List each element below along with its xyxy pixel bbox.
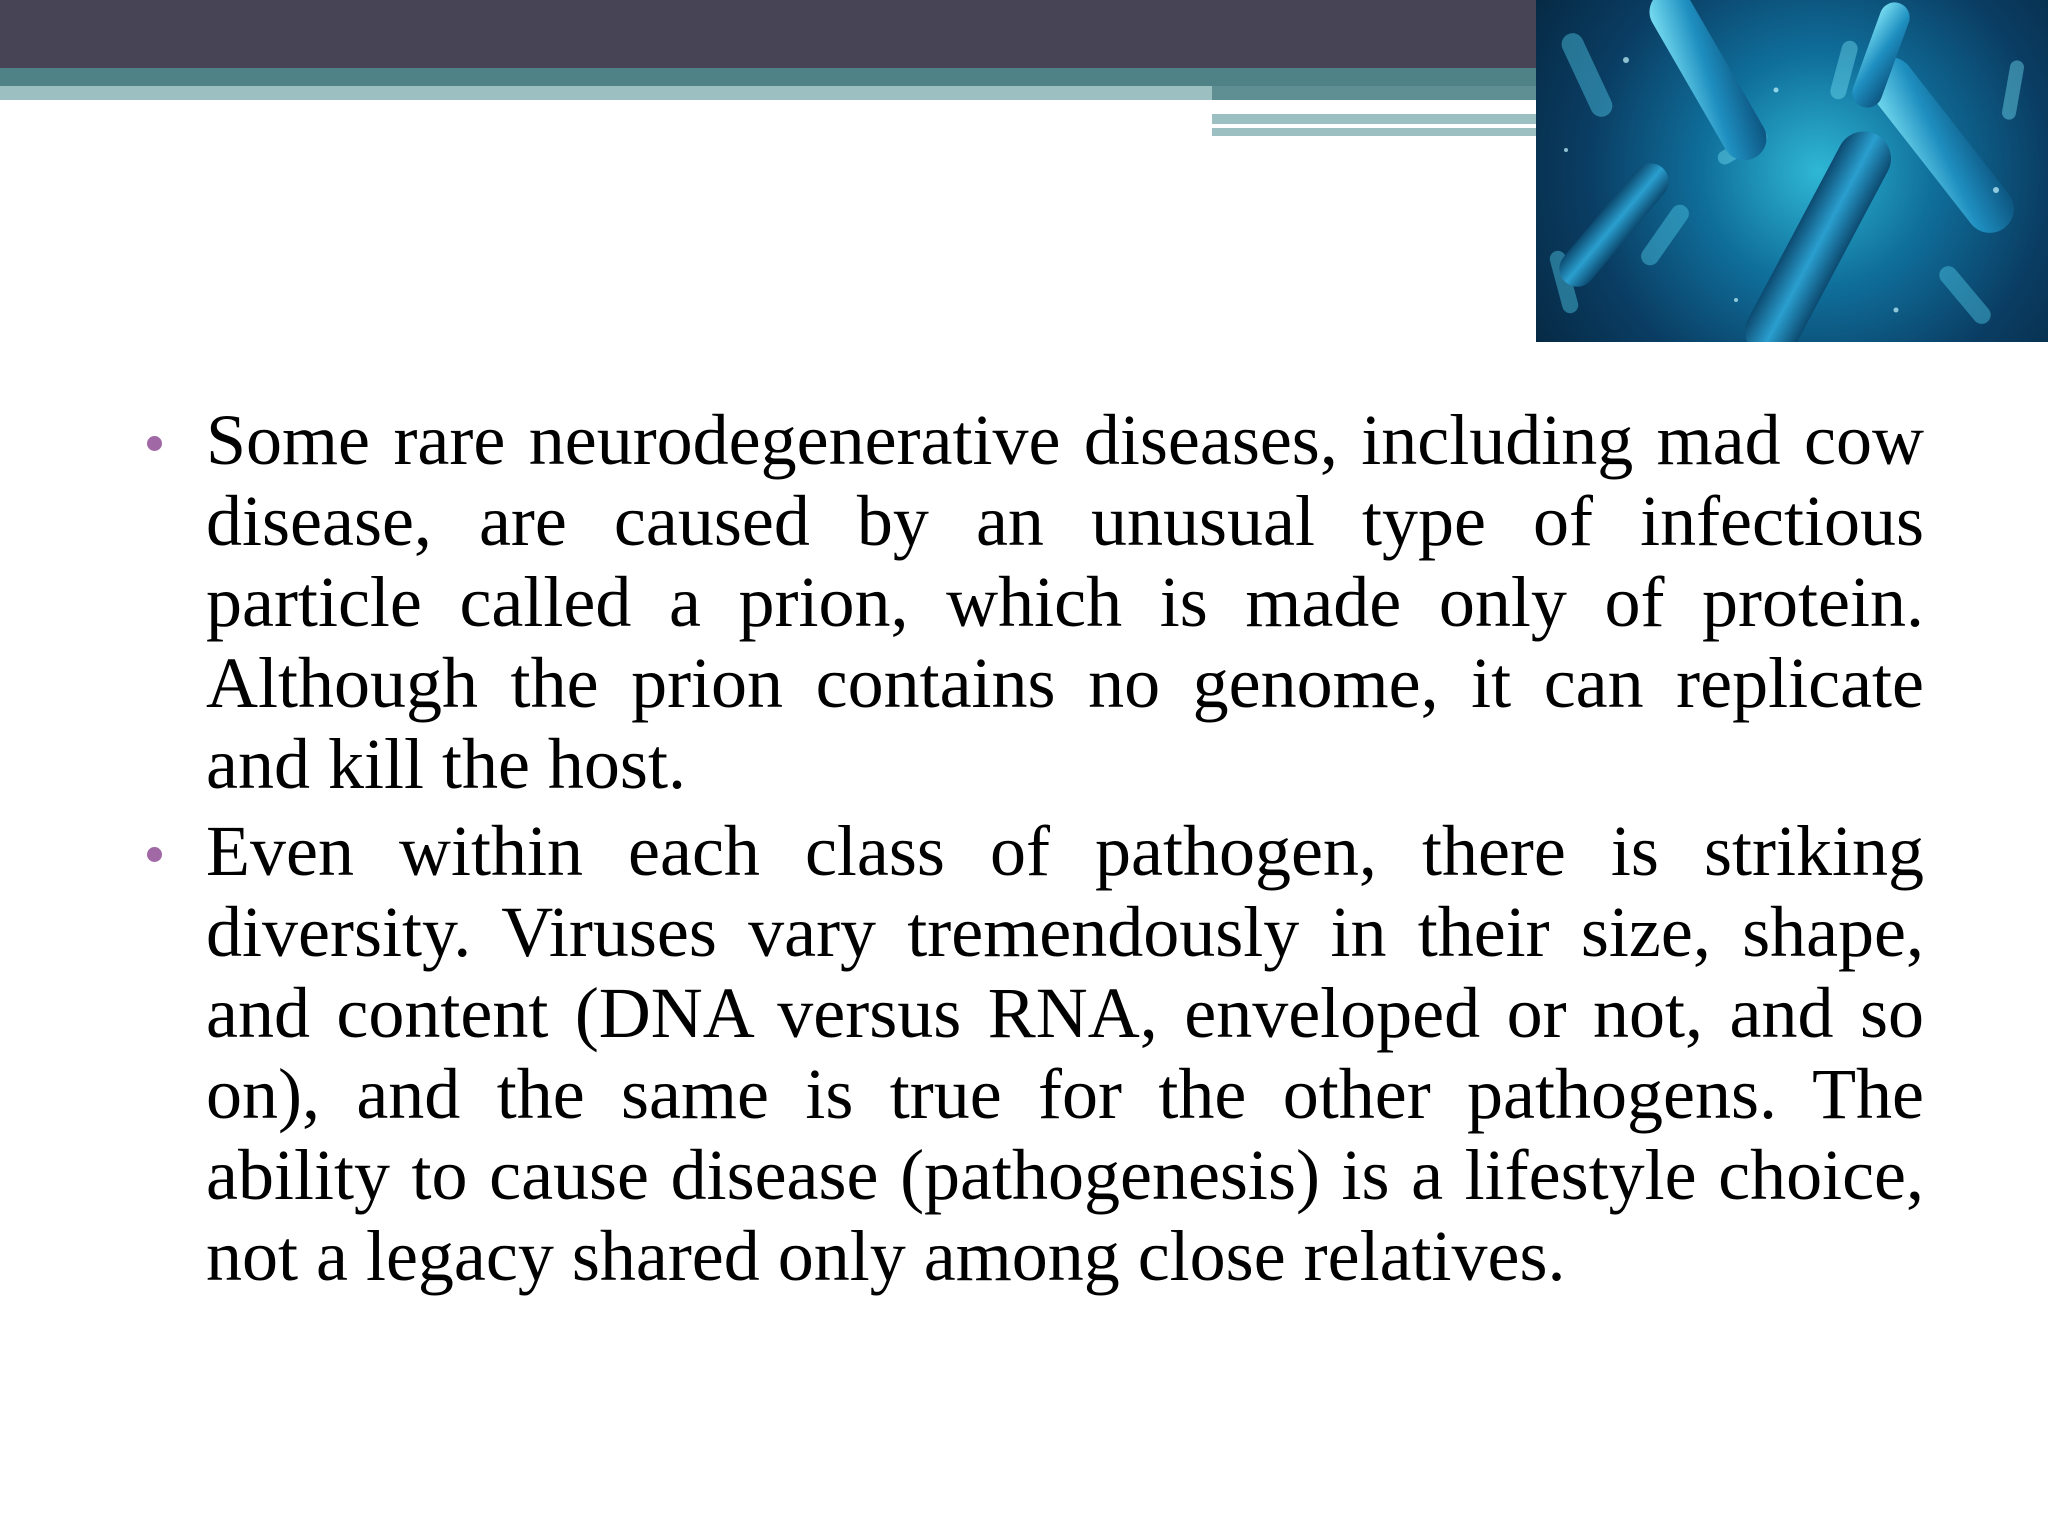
bullet-text: Some rare neurodegenerative diseases, including mad cow disease, are caused by an unusual type of infectious particle called a prion, which is made only of protein. Although the prion contains no genome, it can replicate and kill the host.: [206, 400, 1924, 804]
bullet-text: Even within each class of pathogen, there is striking diversity. Viruses vary tremendously in their size, shape, and content (DNA versus RNA, enveloped or not, and so on), and the same is true for the other pathogens. The ability to cause disease (pathogenesis) is a lifestyle choice, not a legacy shared only among close relatives.: [206, 811, 1924, 1296]
bullet-list: [142, 400, 1924, 1297]
bullet-item: [142, 400, 1924, 805]
bullet-icon: [147, 436, 162, 451]
header-lower-line: [1212, 124, 1536, 128]
header-light-bar: [0, 86, 1212, 100]
header-teal-bar: [0, 68, 1536, 86]
content-area: [142, 400, 1924, 1303]
header-accent-bar: [1212, 86, 1536, 100]
bullet-item: [142, 811, 1924, 1297]
header-dark-bar: [0, 0, 1536, 68]
bullet-icon: [147, 847, 162, 862]
bacteria-image: [1536, 0, 2048, 342]
header-spacer: [1212, 100, 1536, 114]
